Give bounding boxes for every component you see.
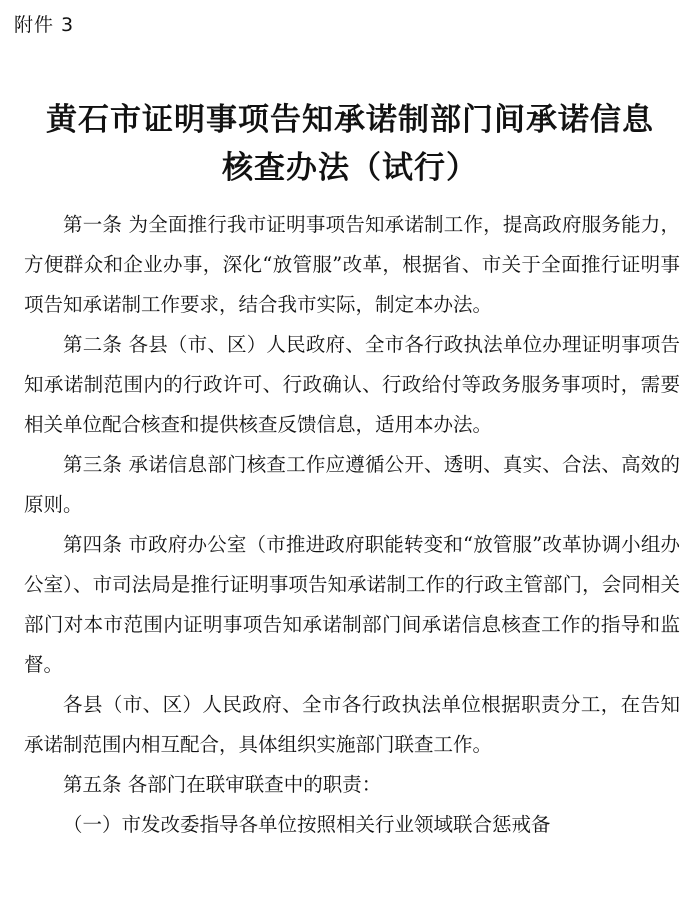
title-line-2: 核查办法（试行） <box>222 150 478 186</box>
attachment-label: 附件 3 <box>14 14 75 36</box>
document-title <box>20 96 680 192</box>
article-1-paragraph: 第一条 为全面推行我市证明事项告知承诺制工作，提高政府服务能力，方便群众和企业办事，深化“放管服”改革，根据省、市关于全面推行证明事项告知承诺制工作要求，结合我市实际，制定本办法。 <box>24 213 680 316</box>
article-4-paragraph: 第四条 市政府办公室（市推进政府职能转变和“放管服”改革协调小组办公室）、市司法局是推行证明事项告知承诺制工作的行政主管部门，会同相关部门对本市范围内证明事项告知承诺制部门间承诺信息核查工作的指导和监督。 <box>24 533 680 676</box>
article-3-paragraph: 第三条 承诺信息部门核查工作应遵循公开、透明、真实、合法、高效的原则。 <box>24 453 680 516</box>
article-4-continuation-paragraph: 各县（市、区）人民政府、全市各行政执法单位根据职责分工，在告知承诺制范围内相互配合，具体组织实施部门联查工作。 <box>24 693 680 756</box>
document-body <box>24 205 680 845</box>
title-line-1: 黄石市证明事项告知承诺制部门间承诺信息 <box>46 102 654 138</box>
article-5-paragraph: 第五条 各部门在联审联查中的职责： <box>63 773 382 796</box>
article-5-item-1-paragraph: （一）市发改委指导各单位按照相关行业领域联合惩戒备 <box>63 813 551 836</box>
article-2-paragraph: 第二条 各县（市、区）人民政府、全市各行政执法单位办理证明事项告知承诺制范围内的行政许可、行政确认、行政给付等政务服务事项时，需要相关单位配合核查和提供核查反馈信息，适用本办法。 <box>24 333 680 436</box>
